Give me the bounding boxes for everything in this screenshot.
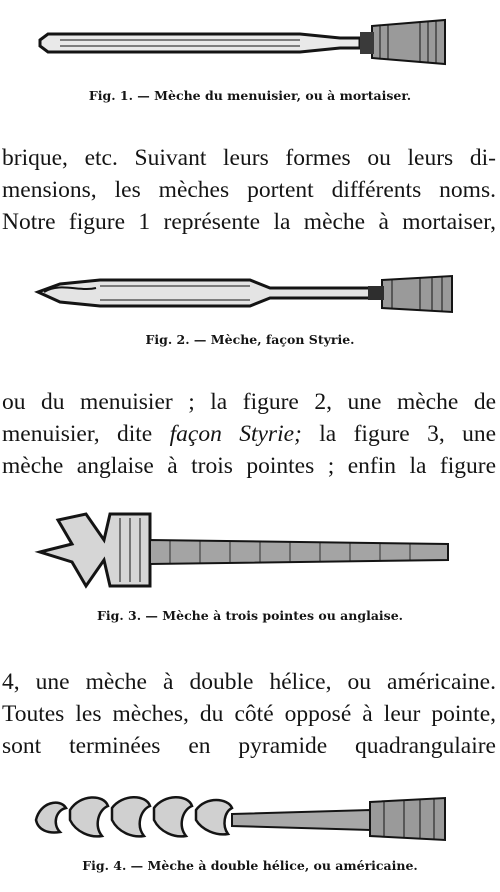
three-point-bit-icon [0,500,500,600]
text-line: Notre figure 1 représente la mèche à mortaiser, [2,209,496,235]
text-segment: la figure 3, une [319,421,497,447]
text-line [2,418,496,450]
mortise-bit-icon [0,0,500,80]
text-line: Toutes les mèches, du côté opposé à leur pointe, [2,701,496,727]
text-segment: menuisier, dite [2,421,153,447]
figure-1 [0,0,500,110]
figure-1-caption: Fig. 1. — Mèche du menuisier, ou à mortaiser. [88,88,412,103]
text-line: sont terminées en pyramide quadrangulaire [2,733,496,759]
italic-term: façon Styrie; [169,421,302,447]
text-line: 4, une mèche à double hélice, ou américaine. [2,669,496,695]
double-helix-bit-icon [0,780,500,860]
text-line: mensions, les mèches portent différents noms. [2,177,496,203]
paragraph-1 [2,142,496,238]
styrie-bit-icon [0,262,500,324]
figure-4-caption: Fig. 4. — Mèche à double hélice, ou américaine. [82,858,418,873]
figure-3 [0,500,500,630]
paragraph-3 [2,666,496,762]
figure-3-caption: Fig. 3. — Mèche à trois pointes ou anglaise. [96,608,404,623]
paragraph-2 [2,386,496,482]
figure-2 [0,262,500,352]
text-line: mèche anglaise à trois pointes ; enfin la figure [2,453,496,479]
figure-2-caption: Fig. 2. — Mèche, façon Styrie. [145,332,355,347]
text-line: brique, etc. Suivant leurs formes ou leurs di- [2,145,496,171]
figure-4 [0,780,500,892]
text-line: ou du menuisier ; la figure 2, une mèche de [2,389,496,415]
